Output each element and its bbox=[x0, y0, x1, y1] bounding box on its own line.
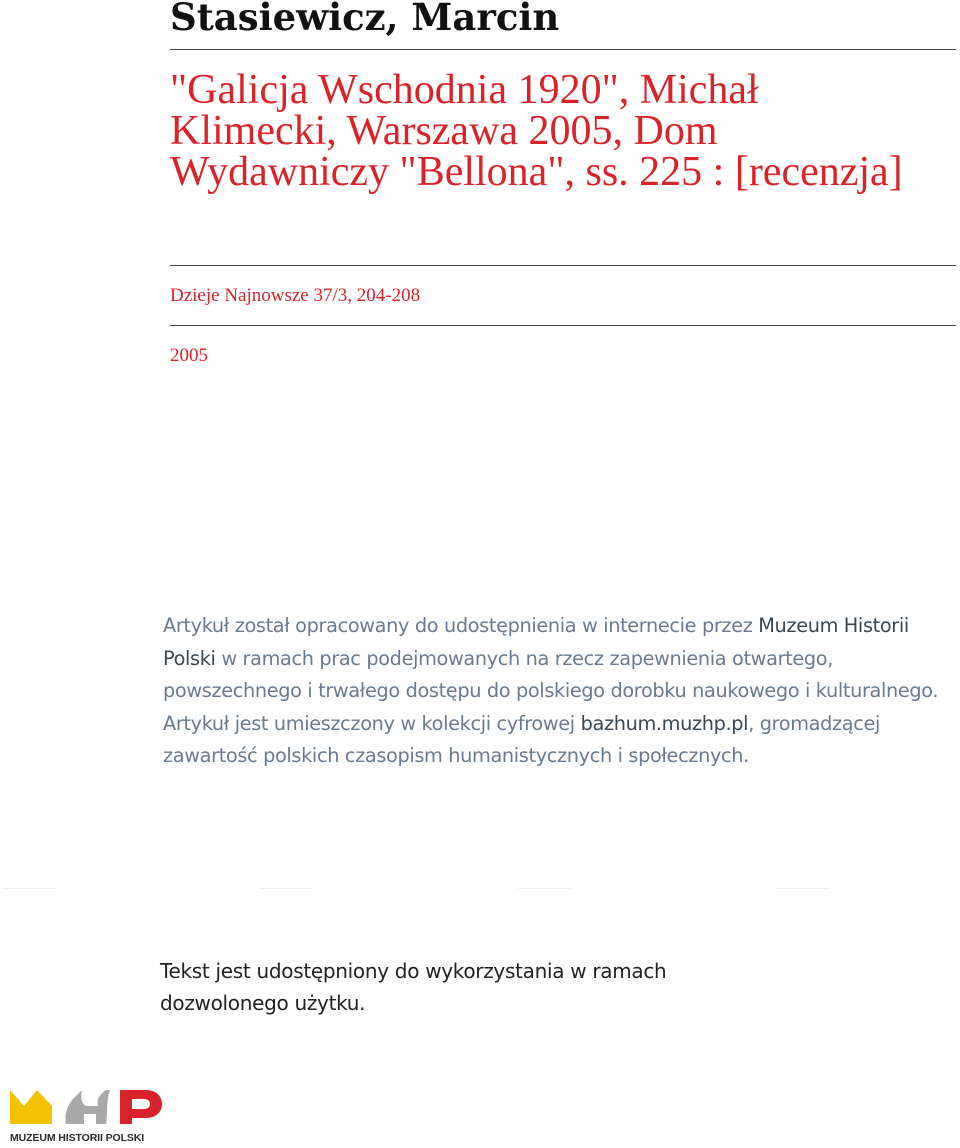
crown-m-shape bbox=[10, 1090, 52, 1124]
mhp-logo-mark bbox=[10, 1086, 162, 1132]
logo-caption: MUZEUM HISTORII POLSKI bbox=[10, 1132, 145, 1144]
publication-year: 2005 bbox=[170, 345, 208, 366]
faint-divider bbox=[259, 888, 313, 889]
collection-link[interactable]: bazhum.muzhp.pl bbox=[580, 711, 749, 735]
faint-divider bbox=[776, 888, 830, 889]
institution-name: Muzeum Historii Polski bbox=[163, 614, 909, 670]
notice-text: Artykuł został opracowany do udostępnienia w internecie przez bbox=[163, 614, 759, 637]
museum-logo bbox=[10, 1086, 162, 1144]
article-title: "Galicja Wschodnia 1920", Michał Klimecki, Warszawa 2005, Dom Wydawniczy "Bellona", ss. 225 : [recenzja] bbox=[170, 67, 903, 195]
notice-text: , gromadzącej zawartość polskich czasopism humanistycznych i społecznych. bbox=[163, 711, 881, 767]
faint-divider bbox=[2, 888, 56, 889]
red-p-shape bbox=[120, 1090, 162, 1124]
divider-source bbox=[170, 325, 956, 326]
digitization-notice bbox=[163, 610, 953, 773]
usage-statement: Tekst jest udostępniony do wykorzystania w ramach dozwolonego użytku. bbox=[160, 959, 667, 1015]
gray-h-shape bbox=[65, 1090, 110, 1124]
notice-text: w ramach prac podejmowanych na rzecz zapewnienia otwartego, powszechnego i trwałego dostępu do polskiego dorobku naukowego i kulturalnego. Artykuł jest umieszczony w kolekcji cyfrowej bbox=[163, 646, 939, 735]
author-name: Stasiewicz, Marcin bbox=[170, 0, 560, 39]
divider-top bbox=[170, 49, 956, 50]
source-citation: Dzieje Najnowsze 37/3, 204-208 bbox=[170, 285, 421, 306]
faint-divider bbox=[518, 888, 572, 889]
divider-title bbox=[170, 265, 956, 266]
